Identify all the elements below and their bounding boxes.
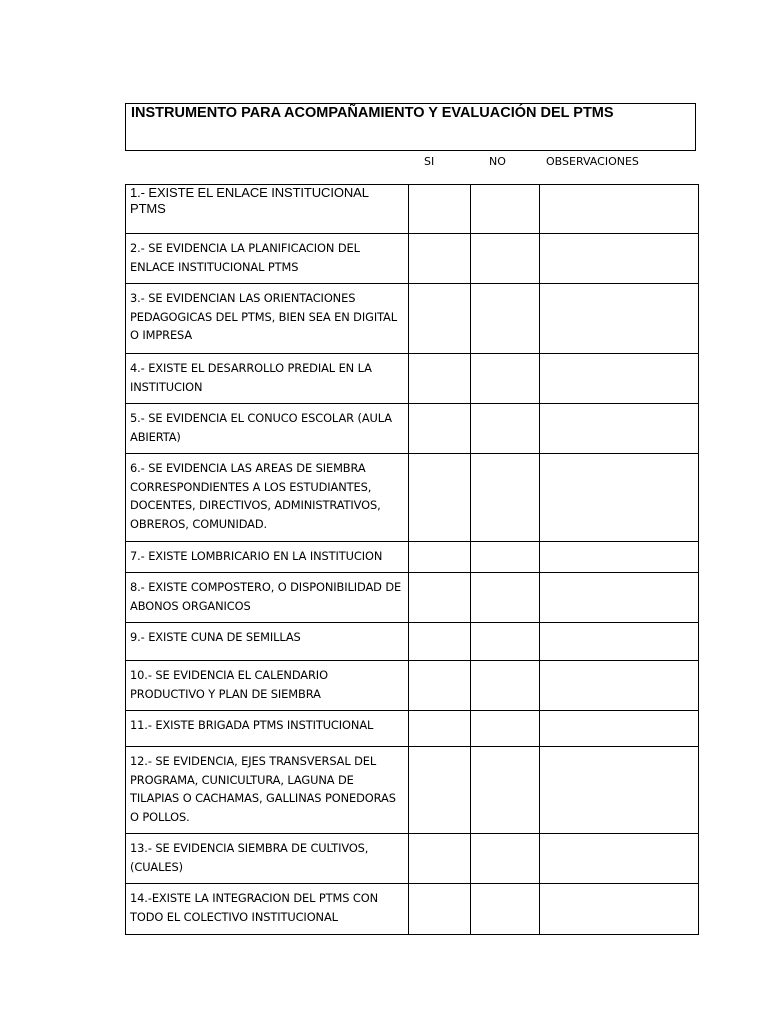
no-cell[interactable]: [471, 454, 540, 542]
no-cell[interactable]: [471, 185, 540, 234]
observaciones-cell[interactable]: [540, 234, 699, 284]
question-cell: [126, 542, 409, 573]
no-cell[interactable]: [471, 284, 540, 354]
si-cell[interactable]: [409, 884, 471, 935]
observaciones-cell[interactable]: [540, 884, 699, 935]
si-cell[interactable]: [409, 234, 471, 284]
si-cell[interactable]: [409, 711, 471, 747]
table-row: [126, 234, 699, 284]
si-cell[interactable]: [409, 623, 471, 661]
observaciones-cell[interactable]: [540, 404, 699, 454]
table-row: [126, 284, 699, 354]
si-cell[interactable]: [409, 747, 471, 834]
no-cell[interactable]: [471, 404, 540, 454]
observaciones-cell[interactable]: [540, 834, 699, 884]
no-cell[interactable]: [471, 234, 540, 284]
question-text: 6.- SE EVIDENCIA LAS AREAS DE SIEMBRA CORRESPONDIENTES A LOS ESTUDIANTES, DOCENTES, DIRECTIVOS, ADMINISTRATIVOS, OBREROS, COMUNIDAD.: [130, 461, 381, 531]
no-cell[interactable]: [471, 884, 540, 935]
table-row: [126, 884, 699, 935]
question-text: 7.- EXISTE LOMBRICARIO EN LA INSTITUCION: [130, 549, 383, 563]
table-row: [126, 354, 699, 404]
question-cell: [126, 185, 409, 234]
title-box: [125, 103, 696, 151]
table-row: [126, 711, 699, 747]
question-cell: [126, 284, 409, 354]
table-row: [126, 185, 699, 234]
question-cell: [126, 711, 409, 747]
no-cell[interactable]: [471, 661, 540, 711]
no-cell[interactable]: [471, 573, 540, 623]
question-cell: [126, 884, 409, 935]
table-row: [126, 404, 699, 454]
no-cell[interactable]: [471, 834, 540, 884]
question-text: 8.- EXISTE COMPOSTERO, O DISPONIBILIDAD DE ABONOS ORGANICOS: [130, 580, 402, 613]
no-cell[interactable]: [471, 747, 540, 834]
observaciones-cell[interactable]: [540, 542, 699, 573]
question-cell: [126, 623, 409, 661]
table-row: [126, 542, 699, 573]
question-cell: [126, 354, 409, 404]
question-text: 2.- SE EVIDENCIA LA PLANIFICACION DEL ENLACE INSTITUCIONAL PTMS: [130, 241, 360, 274]
observaciones-cell[interactable]: [540, 284, 699, 354]
observaciones-cell[interactable]: [540, 354, 699, 404]
column-header-no: NO: [489, 155, 506, 168]
si-cell[interactable]: [409, 834, 471, 884]
observaciones-cell[interactable]: [540, 661, 699, 711]
question-cell: [126, 834, 409, 884]
table-row: [126, 834, 699, 884]
si-cell[interactable]: [409, 454, 471, 542]
si-cell[interactable]: [409, 661, 471, 711]
si-cell[interactable]: [409, 404, 471, 454]
si-cell[interactable]: [409, 185, 471, 234]
column-header-observaciones: OBSERVACIONES: [546, 155, 639, 168]
checklist-table: [125, 184, 699, 935]
question-text: 3.- SE EVIDENCIAN LAS ORIENTACIONES PEDAGOGICAS DEL PTMS, BIEN SEA EN DIGITAL O IMPRESA: [130, 291, 397, 343]
no-cell[interactable]: [471, 711, 540, 747]
question-cell: [126, 454, 409, 542]
question-text: 12.- SE EVIDENCIA, EJES TRANSVERSAL DEL PROGRAMA, CUNICULTURA, LAGUNA DE TILAPIAS O CACHAMAS, GALLINAS PONEDORAS O POLLOS.: [130, 754, 396, 824]
table-row: [126, 623, 699, 661]
table-row: [126, 454, 699, 542]
question-cell: [126, 661, 409, 711]
table-row: [126, 747, 699, 834]
si-cell[interactable]: [409, 284, 471, 354]
si-cell[interactable]: [409, 573, 471, 623]
document-title: INSTRUMENTO PARA ACOMPAÑAMIENTO Y EVALUACIÓN DEL PTMS: [131, 105, 614, 121]
observaciones-cell[interactable]: [540, 454, 699, 542]
question-text: 14.-EXISTE LA INTEGRACION DEL PTMS CON TODO EL COLECTIVO INSTITUCIONAL: [130, 891, 379, 924]
question-text: 9.- EXISTE CUNA DE SEMILLAS: [130, 630, 301, 644]
question-text: 10.- SE EVIDENCIA EL CALENDARIO PRODUCTIVO Y PLAN DE SIEMBRA: [130, 668, 328, 701]
observaciones-cell[interactable]: [540, 711, 699, 747]
observaciones-cell[interactable]: [540, 185, 699, 234]
observaciones-cell[interactable]: [540, 573, 699, 623]
si-cell[interactable]: [409, 354, 471, 404]
question-cell: [126, 573, 409, 623]
table-row: [126, 573, 699, 623]
question-cell: [126, 747, 409, 834]
question-text: 13.- SE EVIDENCIA SIEMBRA DE CULTIVOS, (CUALES): [130, 841, 369, 874]
question-text: 5.- SE EVIDENCIA EL CONUCO ESCOLAR (AULA ABIERTA): [130, 411, 392, 444]
question-text: 4.- EXISTE EL DESARROLLO PREDIAL EN LA INSTITUCION: [130, 361, 372, 394]
question-text: 1.- EXISTE EL ENLACE INSTITUCIONAL PTMS: [130, 185, 369, 216]
si-cell[interactable]: [409, 542, 471, 573]
table-row: [126, 661, 699, 711]
question-text: 11.- EXISTE BRIGADA PTMS INSTITUCIONAL: [130, 718, 374, 732]
no-cell[interactable]: [471, 623, 540, 661]
question-cell: [126, 404, 409, 454]
observaciones-cell[interactable]: [540, 623, 699, 661]
column-header-si: SI: [424, 155, 435, 168]
question-cell: [126, 234, 409, 284]
no-cell[interactable]: [471, 354, 540, 404]
no-cell[interactable]: [471, 542, 540, 573]
observaciones-cell[interactable]: [540, 747, 699, 834]
